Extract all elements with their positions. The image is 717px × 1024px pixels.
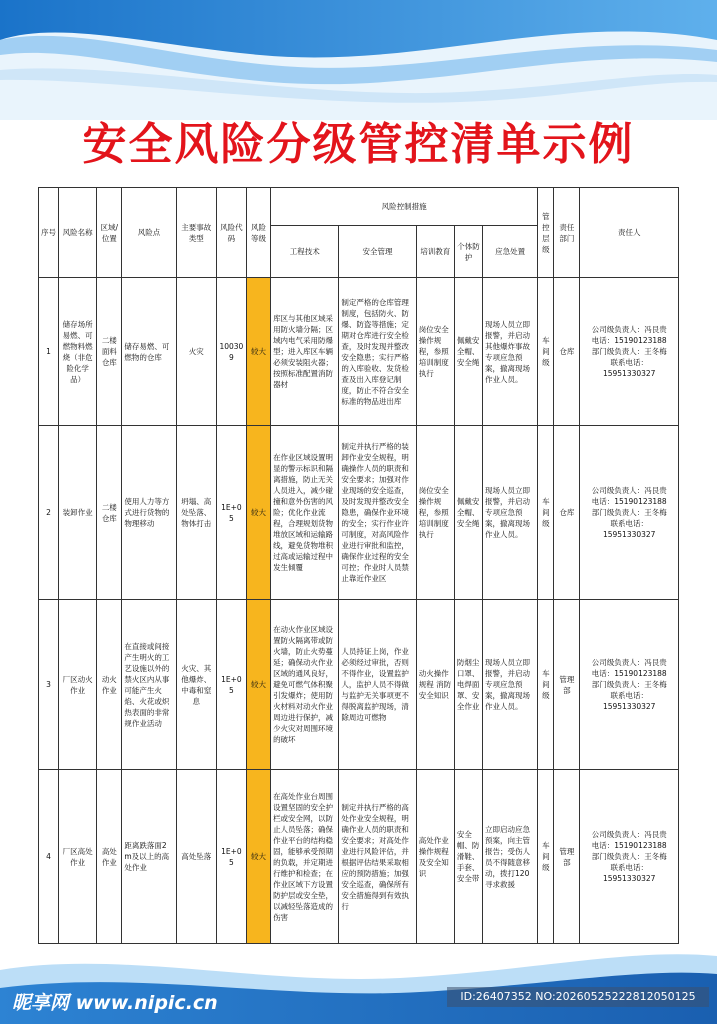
person-line: 15951330327 xyxy=(602,530,656,539)
cell-risk-point: 在直接或间接产生明火的工艺设施以外的禁火区内从事可能产生火焰、火花或炽热表面的非常规作业活动 xyxy=(122,600,176,770)
cell-dept: 仓库 xyxy=(554,278,580,426)
header-training: 培训教育 xyxy=(416,226,454,278)
header-risk-code: 风险代码 xyxy=(216,188,246,278)
cell-control-level: 车间级 xyxy=(538,426,554,600)
cell-level: 较大 xyxy=(246,770,270,944)
cell-no: 4 xyxy=(39,770,59,944)
header-accident-type: 主要事故类型 xyxy=(176,188,216,278)
cell-engineering: 在作业区域设置明显的警示标识和隔离措施，防止无关人员进入，减少碰撞和意外伤害的风险；优化作业流程，合理规划货物堆放区域和运输路线，避免货物堆积过高或运输过程中发生倾覆 xyxy=(271,426,339,600)
cell-risk-point: 距离跌落面2m及以上的高处作业 xyxy=(122,770,176,944)
person-line: 电话：15190123188 xyxy=(591,336,667,345)
person-line: 部门级负责人：王冬梅 xyxy=(591,852,667,861)
cell-training: 高处作业操作规程及安全知识 xyxy=(416,770,454,944)
header-control-level: 管控层级 xyxy=(538,188,554,278)
cell-engineering: 在动火作业区域设置防火隔离带或防火墙，防止火势蔓延；确保动火作业区域的通风良好，避免可燃气体积聚引发爆炸；使用防火材料对动火作业周边进行保护，减少火灾对周围环境的破坏 xyxy=(271,600,339,770)
cell-risk-point: 使用人力等方式进行货物的物理移动 xyxy=(122,426,176,600)
cell-control-level: 车间级 xyxy=(538,770,554,944)
cell-risk-name: 厂区高处作业 xyxy=(59,770,97,944)
cell-training: 动火操作规程 消防安全知识 xyxy=(416,600,454,770)
cell-management: 人员持证上岗，作业必须经过审批，否则不得作业，设置监护人，监护人员不得做与监护无关事项更不得脱离监护现场，清除周边可燃物 xyxy=(339,600,416,770)
header-risk-level: 风险等级 xyxy=(246,188,270,278)
cell-management: 制定并执行严格的高处作业安全规程，明确作业人员的职责和安全要求；对高处作业进行风险评估，并根据评估结果采取相应的预防措施；加强安全巡查，确保所有安全措施得到有效执行 xyxy=(339,770,416,944)
cell-no: 3 xyxy=(39,600,59,770)
cell-area: 二楼仓库 xyxy=(97,426,122,600)
cell-emergency: 立即启动应急预案，向主管报告；受伤人员不得随意移动，拨打120寻求救援 xyxy=(483,770,538,944)
header-management: 安全管理 xyxy=(339,226,416,278)
cell-training: 岗位安全操作规程，参照培训制度执行 xyxy=(416,426,454,600)
cell-person xyxy=(580,770,679,944)
header-engineering: 工程技术 xyxy=(271,226,339,278)
cell-accident: 坍塌、高处坠落、物体打击 xyxy=(176,426,216,600)
cell-accident: 高处坠落 xyxy=(176,770,216,944)
person-line: 电话：15190123188 xyxy=(591,841,667,850)
cell-dept: 管理部 xyxy=(554,770,580,944)
cell-person xyxy=(580,278,679,426)
cell-ppe: 安全帽、防滑鞋、手套、安全带 xyxy=(454,770,482,944)
cell-code: 1E+05 xyxy=(216,600,246,770)
cell-ppe: 防烟尘口罩、电焊面罩、安全作业 xyxy=(454,600,482,770)
person-line: 联系电话： xyxy=(610,519,648,528)
cell-management: 制定并执行严格的装卸作业安全规程，明确操作人员的职责和安全要求；加强对作业现场的安全巡查，及时发现并整改安全隐患，确保作业环境的安全；实行作业许可制度，对高风险作业进行审批和监控，确保作业过程的安全可控；作业时人员禁止靠近作业区 xyxy=(339,426,416,600)
cell-engineering: 在高处作业台周围设置坚固的安全护栏或安全网，以防止人员坠落；确保作业平台的结构稳固，能够承受预期的负载，并定期进行维护和检查；在作业区域下方设置防护层或安全垫，以减轻坠落造成的伤害 xyxy=(271,770,339,944)
cell-area: 高处作业 xyxy=(97,770,122,944)
person-line: 电话：15190123188 xyxy=(591,497,667,506)
header-dept: 责任部门 xyxy=(554,188,580,278)
page-title: 安全风险分级管控清单示例 xyxy=(82,119,635,170)
cell-dept: 仓库 xyxy=(554,426,580,600)
person-line: 15951330327 xyxy=(602,874,656,883)
person-line: 公司级负责人：冯艮贵 xyxy=(591,658,667,667)
header-emergency: 应急处置 xyxy=(483,226,538,278)
person-line: 15951330327 xyxy=(602,702,656,711)
cell-area: 二楼面料仓库 xyxy=(97,278,122,426)
header-control-measures: 风险控制措施 xyxy=(271,188,538,226)
header-risk-point: 风险点 xyxy=(122,188,176,278)
person-line: 公司级负责人：冯艮贵 xyxy=(591,830,667,839)
header-area: 区域/位置 xyxy=(97,188,122,278)
person-line: 15951330327 xyxy=(602,369,656,378)
person-line: 联系电话： xyxy=(610,863,648,872)
cell-risk-point: 储存易燃、可燃物的仓库 xyxy=(122,278,176,426)
table-row xyxy=(39,278,679,426)
cell-level: 较大 xyxy=(246,600,270,770)
cell-risk-name: 厂区动火作业 xyxy=(59,600,97,770)
cell-management: 制定严格的仓库管理制度，包括防火、防爆、防盗等措施；定期对仓库进行安全检查，及时发现并整改安全隐患；实行严格的入库验收、发货检查及出入库登记制度，防止不符合安全标准的物品进出库 xyxy=(339,278,416,426)
cell-emergency: 现场人员立即报警，并启动专项应急预案，撤离现场作业人员。 xyxy=(483,600,538,770)
cell-training: 岗位安全操作规程，参照培训制度执行 xyxy=(416,278,454,426)
person-line: 联系电话： xyxy=(610,691,648,700)
cell-person xyxy=(580,426,679,600)
cell-code: 1E+05 xyxy=(216,770,246,944)
table-row xyxy=(39,770,679,944)
cell-ppe: 佩戴安全帽、安全绳 xyxy=(454,426,482,600)
cell-risk-name: 储存场所易燃、可燃物料燃烧（非危险化学品） xyxy=(59,278,97,426)
cell-level: 较大 xyxy=(246,278,270,426)
person-line: 公司级负责人：冯艮贵 xyxy=(591,486,667,495)
person-line: 部门级负责人：王冬梅 xyxy=(591,508,667,517)
header-ppe: 个体防护 xyxy=(454,226,482,278)
top-wave-decoration xyxy=(0,0,717,120)
cell-ppe: 佩戴安全帽、安全绳 xyxy=(454,278,482,426)
cell-control-level: 车间级 xyxy=(538,278,554,426)
table-row xyxy=(39,600,679,770)
table-body xyxy=(39,278,679,944)
person-line: 公司级负责人：冯艮贵 xyxy=(591,325,667,334)
cell-person xyxy=(580,600,679,770)
cell-accident: 火灾 xyxy=(176,278,216,426)
header-no: 序号 xyxy=(39,188,59,278)
cell-emergency: 现场人员立即报警，并启动专项应急预案，撤离现场作业人员。 xyxy=(483,426,538,600)
risk-control-table xyxy=(38,187,679,944)
person-line: 联系电话： xyxy=(610,358,648,367)
cell-area: 动火作业 xyxy=(97,600,122,770)
header-risk-name: 风险名称 xyxy=(59,188,97,278)
person-line: 电话：15190123188 xyxy=(591,669,667,678)
person-line: 部门级负责人：王冬梅 xyxy=(591,347,667,356)
cell-engineering: 库区与其他区域采用防火墙分隔；区域内电气采用防爆型；进入库区车辆必须安装阻火器；按照标准配置消防器材 xyxy=(271,278,339,426)
cell-code: 100309 xyxy=(216,278,246,426)
table-row xyxy=(39,426,679,600)
cell-control-level: 车间级 xyxy=(538,600,554,770)
cell-accident: 火灾、其他爆炸、中毒和窒息 xyxy=(176,600,216,770)
watermark-id: ID:26407352 NO:20260525222812050125 xyxy=(447,987,709,1007)
cell-no: 2 xyxy=(39,426,59,600)
watermark-logo: 昵享网 www.nipic.cn xyxy=(12,992,218,1014)
cell-emergency: 现场人员立即报警，并启动其他爆炸事故专项应急预案，撤离现场作业人员。 xyxy=(483,278,538,426)
cell-code: 1E+05 xyxy=(216,426,246,600)
cell-no: 1 xyxy=(39,278,59,426)
cell-dept: 管理部 xyxy=(554,600,580,770)
cell-risk-name: 装卸作业 xyxy=(59,426,97,600)
person-line: 部门级负责人：王冬梅 xyxy=(591,680,667,689)
cell-level: 较大 xyxy=(246,426,270,600)
header-person: 责任人 xyxy=(580,188,679,278)
